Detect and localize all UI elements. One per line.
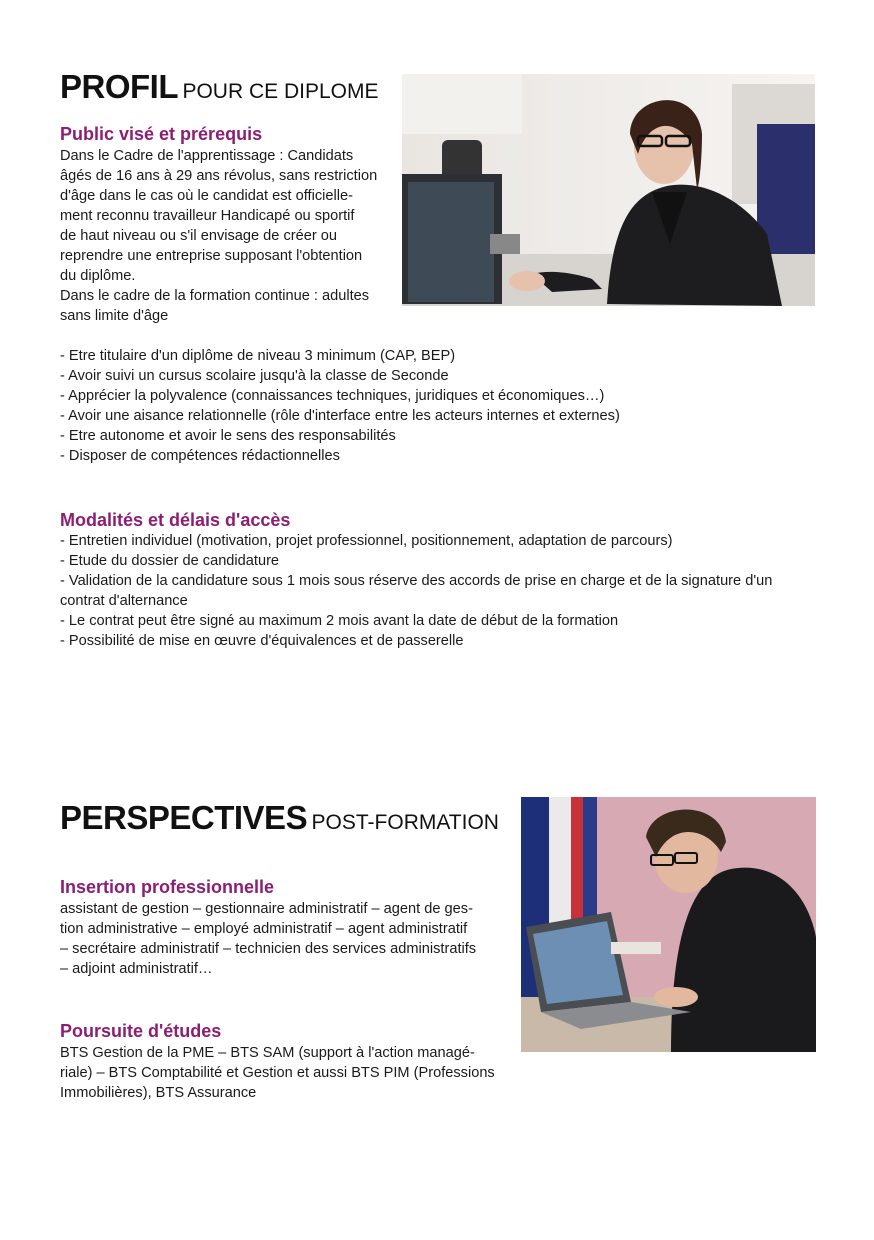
poursuite-line: Immobilières), BTS Assurance <box>60 1085 257 1101</box>
profil-title-sub: POUR CE DIPLOME <box>182 80 379 103</box>
list-item: - Etre titulaire d'un diplôme de niveau 3 minimum (CAP, BEP) <box>60 348 456 364</box>
public-line: d'âge dans le cas où le candidat est officielle- <box>60 188 353 204</box>
public-line: du diplôme. <box>60 268 136 284</box>
insertion-text <box>60 899 476 979</box>
profil-title <box>60 70 379 103</box>
insertion-line: – adjoint administratif… <box>60 961 213 977</box>
profil-title-main: PROFIL <box>60 68 178 105</box>
list-item: - Le contrat peut être signé au maximum 2 mois avant la date de début de la formation <box>60 613 619 629</box>
list-item: - Entretien individuel (motivation, projet professionnel, positionnement, adaptation de parcours) <box>60 533 673 549</box>
public-heading: Public visé et prérequis <box>60 124 263 144</box>
poursuite-line: riale) – BTS Comptabilité et Gestion et aussi BTS PIM (Professions <box>60 1065 495 1081</box>
public-line: Dans le cadre de la formation continue : adultes <box>60 288 370 304</box>
public-text <box>60 146 377 326</box>
public-line: sans limite d'âge <box>60 308 169 324</box>
poursuite-line: BTS Gestion de la PME – BTS SAM (support à l'action managé- <box>60 1045 475 1061</box>
list-item: - Etre autonome et avoir le sens des responsabilités <box>60 428 396 444</box>
poursuite-text <box>60 1043 495 1103</box>
modalites-list <box>60 531 772 651</box>
insertion-line: – secrétaire administratif – technicien des services administratifs <box>60 941 477 957</box>
public-line: de haut niveau ou s'il envisage de créer ou <box>60 228 338 244</box>
list-item: - Possibilité de mise en œuvre d'équivalences et de passerelle <box>60 633 464 649</box>
list-item: - Apprécier la polyvalence (connaissances techniques, juridiques et économiques…) <box>60 388 605 404</box>
modalites-heading: Modalités et délais d'accès <box>60 510 291 530</box>
list-item: contrat d'alternance <box>60 593 188 609</box>
public-line: ment reconnu travailleur Handicapé ou sportif <box>60 208 355 224</box>
list-item: - Disposer de compétences rédactionnelles <box>60 448 340 464</box>
student-laptop-photo <box>521 797 816 1052</box>
list-item: - Validation de la candidature sous 1 mois sous réserve des accords de prise en charge et de la signature d'un <box>60 573 773 589</box>
public-line: Dans le Cadre de l'apprentissage : Candidats <box>60 148 354 164</box>
office-woman-photo <box>402 74 815 306</box>
public-line: reprendre une entreprise supposant l'obtention <box>60 248 363 264</box>
list-item: - Avoir une aisance relationnelle (rôle d'interface entre les acteurs internes et externes) <box>60 408 620 424</box>
perspectives-title-sub: POST-FORMATION <box>311 811 499 834</box>
perspectives-title <box>60 801 499 834</box>
insertion-line: tion administrative – employé administratif – agent administratif <box>60 921 468 937</box>
poursuite-heading: Poursuite d'études <box>60 1021 222 1041</box>
list-item: - Avoir suivi un cursus scolaire jusqu'à la classe de Seconde <box>60 368 449 384</box>
perspectives-title-main: PERSPECTIVES <box>60 799 308 836</box>
list-item: - Etude du dossier de candidature <box>60 553 280 569</box>
insertion-heading: Insertion professionnelle <box>60 877 275 897</box>
prerequis-list <box>60 346 620 466</box>
public-line: âgés de 16 ans à 29 ans révolus, sans restriction <box>60 168 378 184</box>
insertion-line: assistant de gestion – gestionnaire administratif – agent de ges- <box>60 901 473 917</box>
